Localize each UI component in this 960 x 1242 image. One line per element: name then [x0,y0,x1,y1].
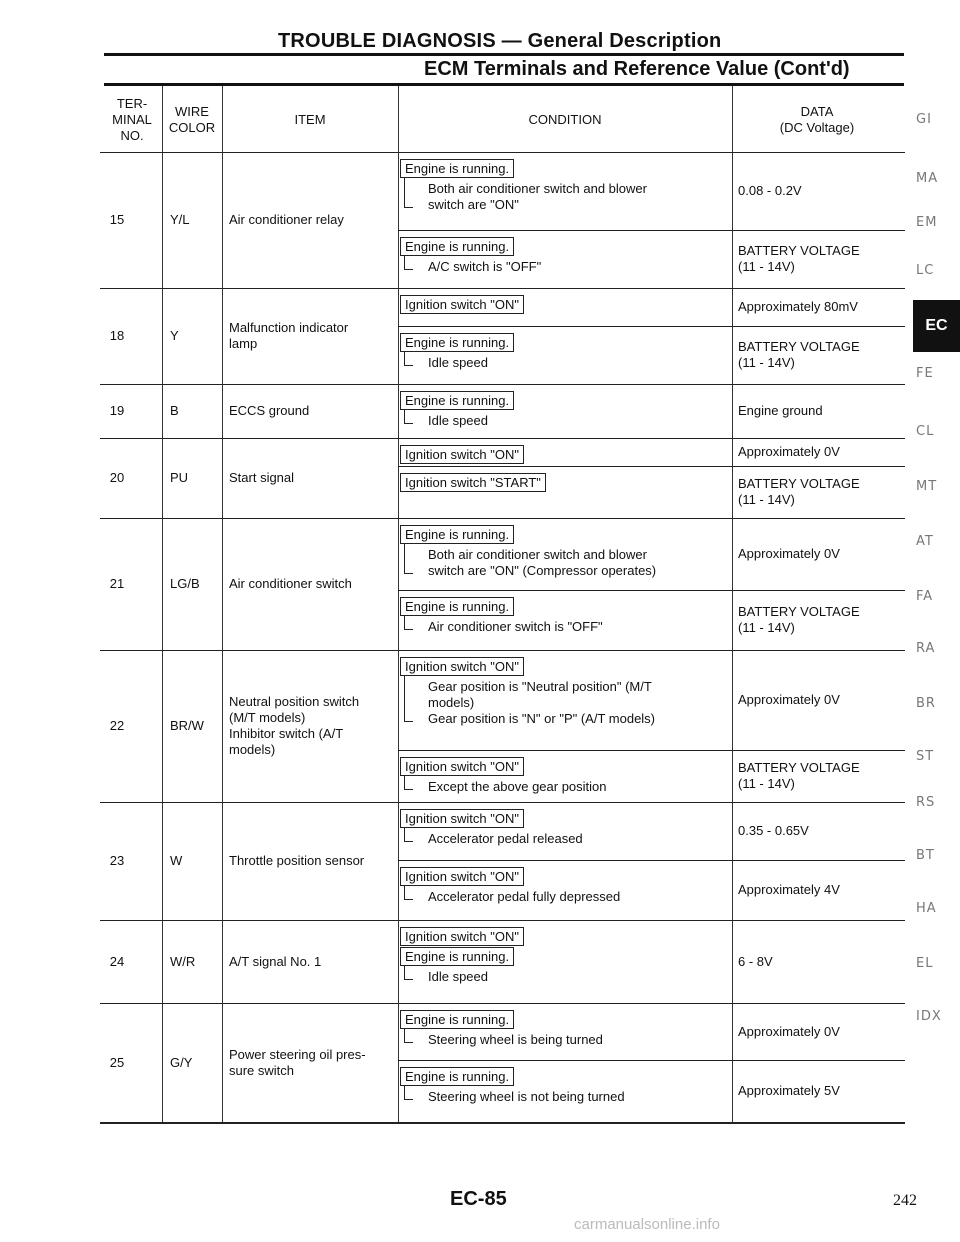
item-text: Inhibitor switch (A/T [229,726,344,741]
condition-box: Ignition switch "ON" [400,867,524,886]
item-text: Power steering oil pres- [229,1046,366,1062]
data-value: Approximately 0V [738,444,840,459]
item-text: sure switch [229,1062,295,1078]
data-value: Approximately 80mV [738,299,858,314]
data-value: Approximately 0V [738,692,840,707]
condition-detail: Idle speed [428,969,488,984]
condition-box: Ignition switch "ON" [400,445,524,464]
item-text: Air conditioner relay [229,212,344,227]
condition-detail: switch are "ON" [428,197,519,212]
condition-bracket [404,255,413,270]
condition-bracket [404,409,413,424]
condition-detail: Gear position is "Neutral position" (M/T [428,679,652,694]
row-divider [100,802,905,803]
page-subtitle: ECM Terminals and Reference Value (Cont'd) [424,58,850,80]
section-tab[interactable]: LC [916,263,935,278]
wire-color: W [170,853,183,868]
data-value: (11 - 14V) [738,620,795,635]
condition-detail: Steering wheel is being turned [428,1032,603,1047]
row-divider [100,288,905,289]
section-tab[interactable]: EL [916,956,934,971]
condition-box: Engine is running. [400,1067,514,1086]
page-number: 242 [893,1192,917,1209]
terminal-number: 18 [109,328,125,343]
condition-box: Engine is running. [400,1010,514,1029]
condition-bracket [404,177,413,208]
condition-box: Engine is running. [400,597,514,616]
page-title: TROUBLE DIAGNOSIS — General Description [278,30,722,52]
header-divider [100,152,905,153]
data-value: Approximately 4V [738,882,840,897]
condition-divider [398,750,905,751]
section-tab[interactable]: HA [916,901,937,916]
section-tab-active[interactable]: EC [913,300,960,352]
condition-box: Engine is running. [400,391,514,410]
row-divider [100,438,905,439]
item-text: A/T signal No. 1 [229,953,322,969]
condition-detail: A/C switch is "OFF" [428,259,542,274]
item-text: (M/T models) [229,710,306,725]
condition-detail: Both air conditioner switch and blower [428,547,647,562]
data-value: BATTERY VOLTAGE [738,476,860,491]
condition-bracket [404,1028,413,1043]
section-tab[interactable]: BR [916,696,936,711]
item-text: Start signal [229,470,295,485]
section-tab[interactable]: EM [916,215,938,230]
wire-color: PU [170,470,189,485]
data-value: (11 - 14V) [738,355,795,370]
condition-box: Ignition switch "ON" [400,295,524,314]
row-divider [100,650,905,651]
header-terminal: TER- [116,96,148,111]
data-value: BATTERY VOLTAGE [738,339,860,354]
condition-bracket [404,615,413,630]
header-data: DATA [800,104,834,119]
condition-bracket [404,965,413,980]
terminal-number: 21 [109,576,125,591]
section-tab[interactable]: RA [916,641,936,656]
condition-bracket [404,885,413,900]
wire-color: LG/B [170,576,200,591]
condition-detail: Both air conditioner switch and blower [428,181,647,196]
wire-color: B [170,403,179,418]
condition-divider [398,1060,905,1061]
header-wire: WIRE [175,104,209,119]
data-value: BATTERY VOLTAGE [738,604,860,619]
condition-detail: models) [428,695,475,710]
header-item: ITEM [294,112,326,127]
terminal-number: 25 [109,1054,125,1070]
condition-detail: Idle speed [428,413,488,428]
data-value: (11 - 14V) [738,492,795,507]
section-tab[interactable]: BT [916,848,935,863]
section-tab[interactable]: MA [916,171,939,186]
rule-top [104,53,904,56]
data-value: BATTERY VOLTAGE [738,243,860,258]
data-value: Approximately 5V [738,1083,840,1098]
terminal-number: 22 [109,718,125,733]
condition-box: Engine is running. [400,525,514,544]
section-tab[interactable]: CL [916,424,935,439]
section-tab[interactable]: RS [916,795,936,810]
header-wire: COLOR [168,120,216,135]
condition-bracket [404,351,413,366]
section-tab[interactable]: FA [916,589,934,604]
wire-color: BR/W [170,718,204,733]
header-terminal: NO. [120,128,144,143]
data-value: 0.08 - 0.2V [738,183,802,198]
section-tab[interactable]: GI [916,112,932,127]
rule-mid [104,83,904,86]
header-condition: CONDITION [528,112,602,127]
terminal-number: 15 [109,212,125,227]
section-tab[interactable]: FE [916,366,934,381]
header-data: (DC Voltage) [779,120,855,135]
data-value: 0.35 - 0.65V [738,823,809,838]
item-text: Malfunction indicator [229,320,349,335]
condition-divider [398,466,905,467]
condition-divider [398,230,905,231]
row-divider [100,1003,905,1004]
section-tab[interactable]: IDX [916,1009,942,1024]
condition-box: Engine is running. [400,333,514,352]
table-bottom-rule [100,1122,905,1124]
condition-detail: Accelerator pedal fully depressed [428,889,621,904]
condition-detail: Steering wheel is not being turned [428,1089,625,1104]
row-divider [100,920,905,921]
terminal-number: 19 [109,403,125,418]
condition-divider [398,590,905,591]
item-text: Air conditioner switch [229,576,352,591]
condition-detail: Gear position is "N" or "P" (A/T models) [428,711,656,726]
wire-color: Y/L [170,212,190,227]
condition-box: Ignition switch "ON" [400,657,524,676]
item-text: Neutral position switch [229,694,360,709]
condition-bracket [404,543,413,574]
row-divider [100,384,905,385]
column-divider [732,86,733,1122]
condition-bracket [404,1085,413,1100]
condition-box: Ignition switch "ON" [400,809,524,828]
condition-detail: Air conditioner switch is "OFF" [428,619,603,634]
section-tab[interactable]: AT [916,534,934,549]
condition-bracket [404,675,413,722]
terminal-number: 24 [109,953,125,969]
terminal-number: 20 [109,470,125,485]
condition-bracket [404,827,413,842]
condition-box: Ignition switch "ON" [400,927,524,946]
column-divider [162,86,163,1122]
condition-divider [398,860,905,861]
condition-detail: Except the above gear position [428,779,607,794]
row-divider [100,518,905,519]
condition-box: Engine is running. [400,159,514,178]
condition-box: Ignition switch "START" [400,473,546,492]
data-value: 6 - 8V [738,953,773,969]
condition-detail: switch are "ON" (Compressor operates) [428,563,657,578]
item-text: models) [229,742,276,757]
terminal-number: 23 [109,853,125,868]
condition-bracket [404,775,413,790]
column-divider [398,86,399,1122]
header-terminal: MINAL [112,112,152,127]
column-divider [222,86,223,1122]
data-value: BATTERY VOLTAGE [738,760,860,775]
condition-detail: Idle speed [428,355,488,370]
item-text: ECCS ground [229,403,310,418]
data-value: (11 - 14V) [738,776,795,791]
wire-color: G/Y [170,1054,193,1070]
item-text: lamp [229,336,258,351]
item-text: Throttle position sensor [229,853,365,868]
section-tab[interactable]: MT [916,479,938,494]
wire-color: W/R [170,953,196,969]
condition-box: Engine is running. [400,237,514,256]
section-tab[interactable]: ST [916,749,935,764]
wire-color: Y [170,328,179,343]
data-value: Approximately 0V [738,546,840,561]
data-value: (11 - 14V) [738,259,795,274]
data-value: Approximately 0V [738,1023,840,1039]
condition-box: Engine is running. [400,947,514,966]
condition-divider [398,326,905,327]
data-value: Engine ground [738,403,823,418]
page-footer-code: EC-85 [450,1188,507,1210]
watermark: carmanualsonline.info [574,1216,720,1233]
condition-detail: Accelerator pedal released [428,831,583,846]
condition-box: Ignition switch "ON" [400,757,524,776]
